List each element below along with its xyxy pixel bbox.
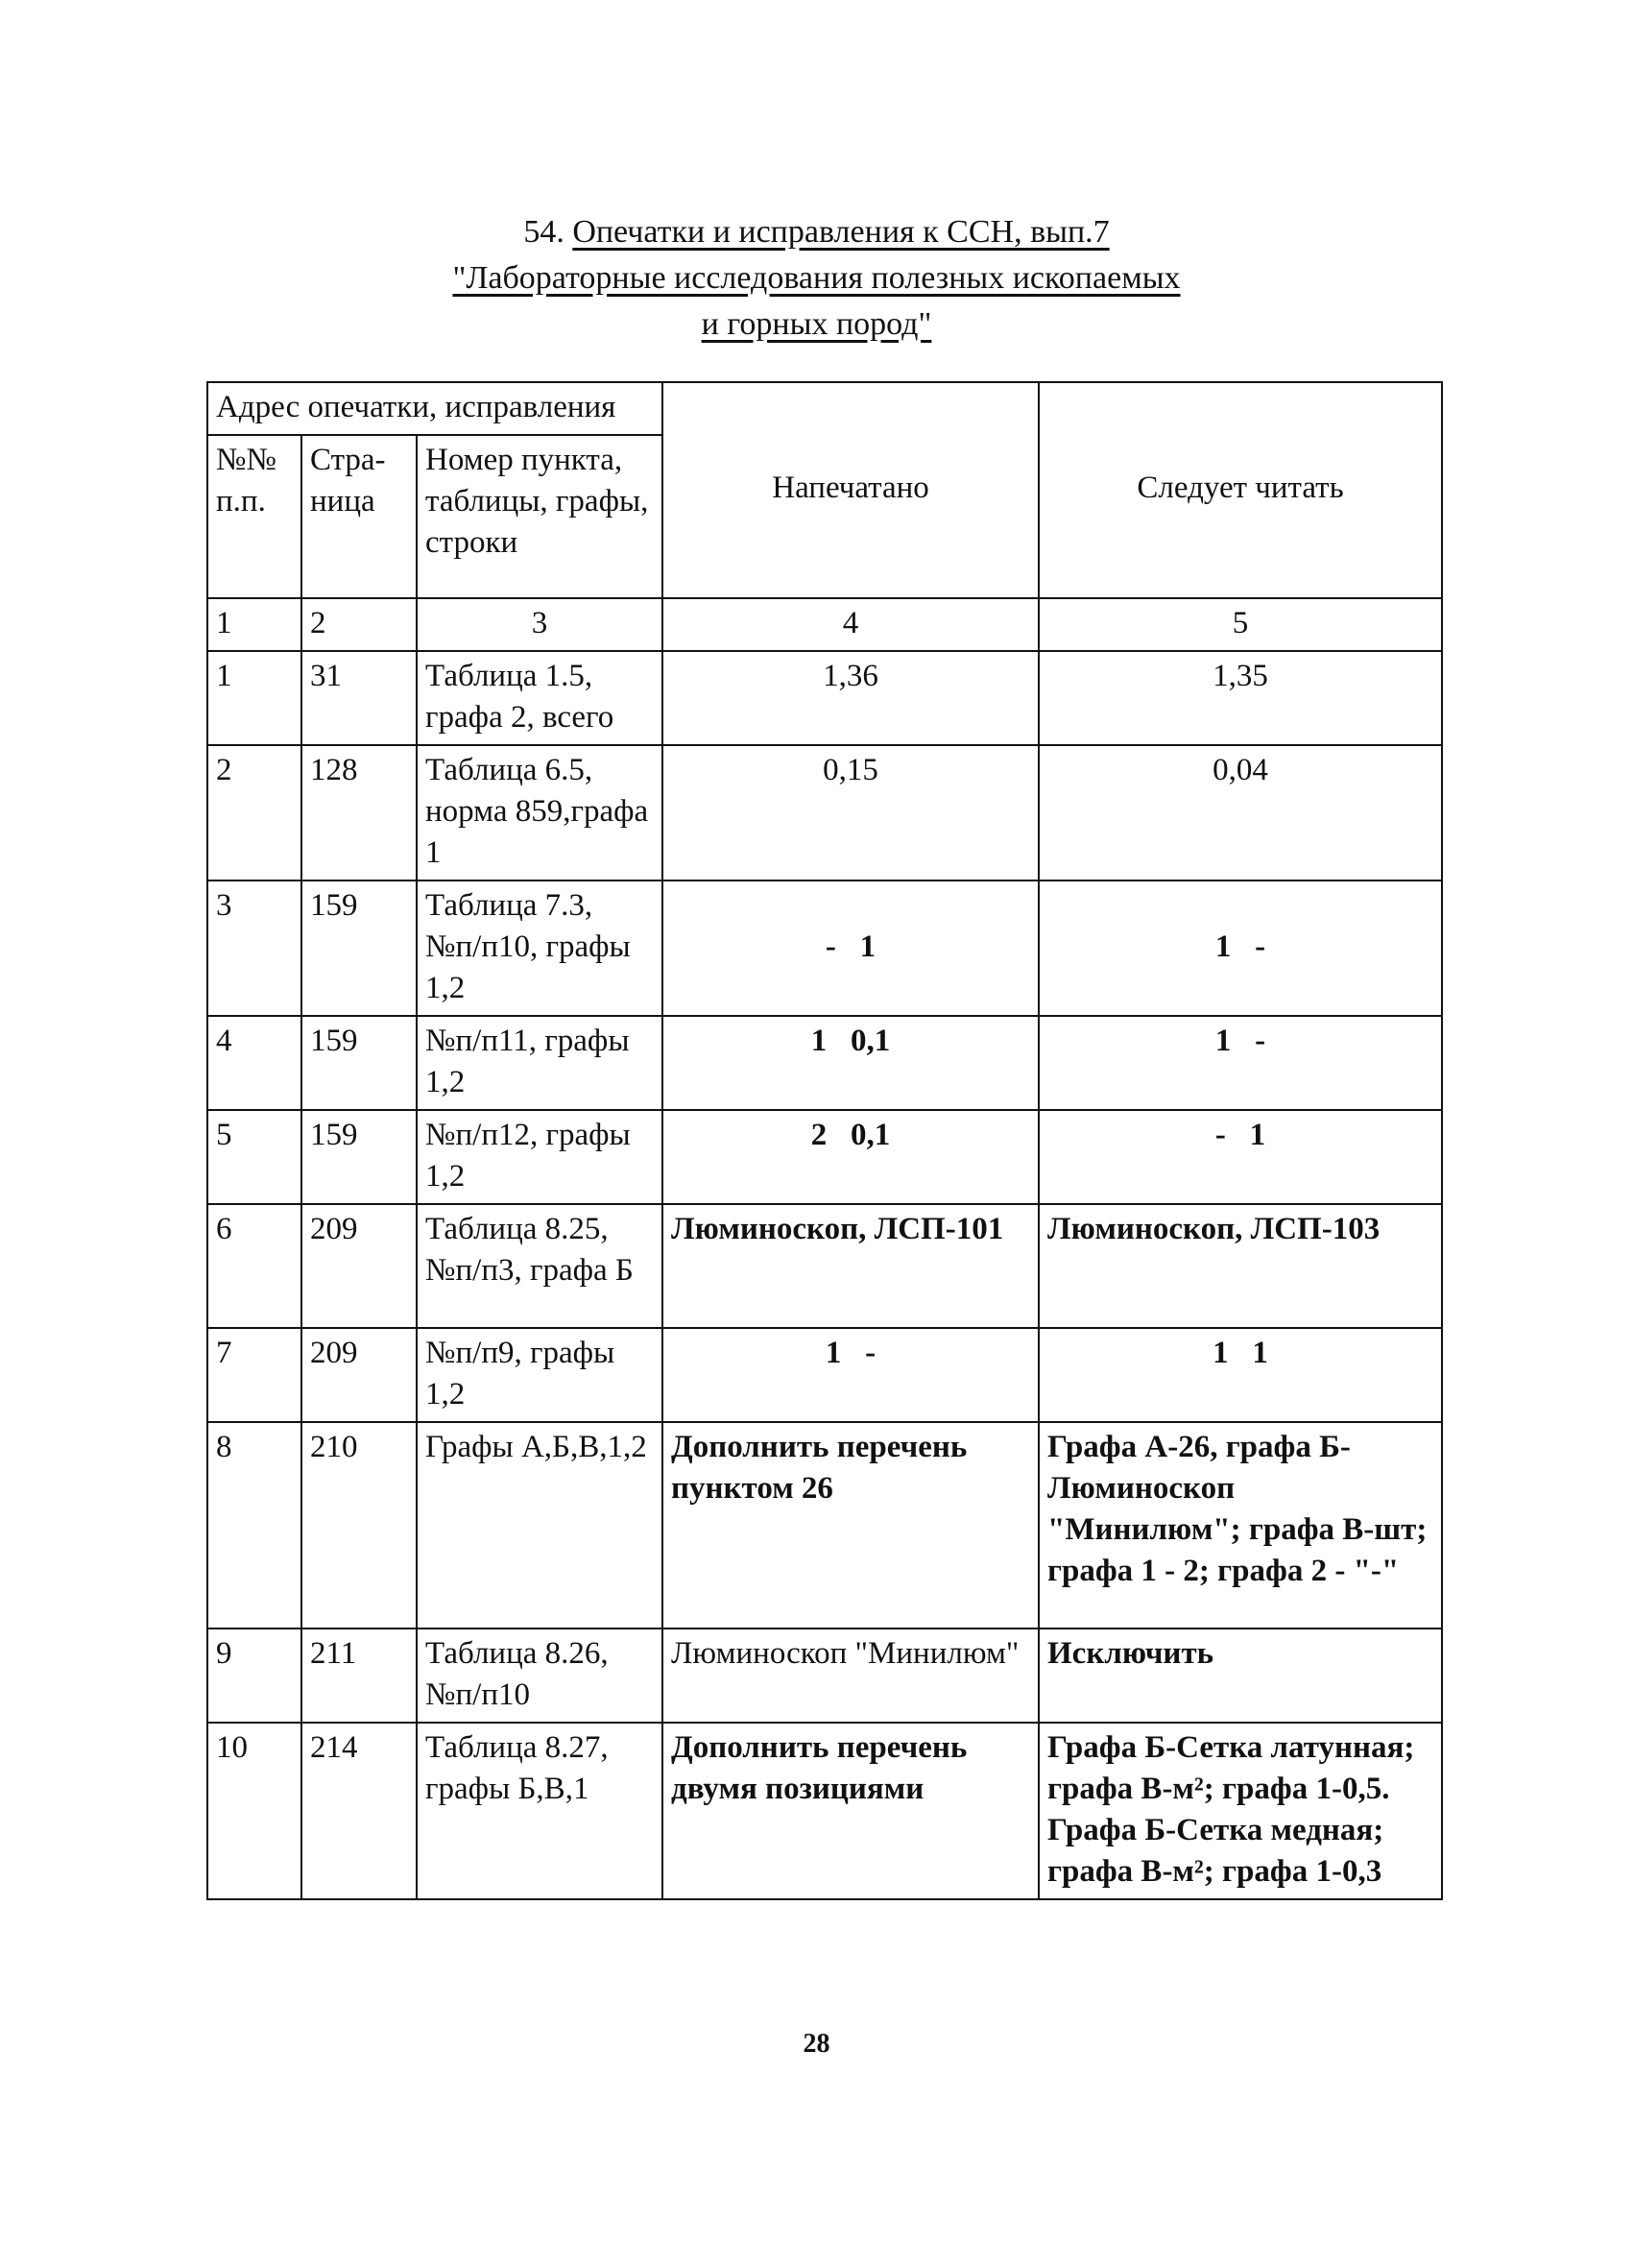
cell-should-read: 1 - (1039, 1016, 1442, 1110)
cell-printed: 2 0,1 (662, 1110, 1039, 1204)
title-line-2: "Лабораторные исследования полезных ископаемых (452, 260, 1181, 296)
cell-should-read: Исключить (1039, 1629, 1442, 1723)
cell-item: №п/п11, графы 1,2 (417, 1016, 662, 1110)
cell-item: Графы А,Б,В,1,2 (417, 1422, 662, 1629)
cell-should-read: 1 1 (1039, 1328, 1442, 1422)
cell-should-read: Графа А-26, графа Б-Люминоскоп "Минилюм"; графа В-шт; графа 1 - 2; графа 2 - "-" (1039, 1422, 1442, 1629)
cell-page: 159 (301, 1016, 417, 1110)
cell-item: Таблица 7.3, №п/п10, графы 1,2 (417, 881, 662, 1016)
corrections-table (206, 381, 1443, 1900)
cell-item: Таблица 6.5, норма 859,графа 1 (417, 745, 662, 881)
header-should-read: Следует читать (1039, 382, 1442, 598)
cell-page: 159 (301, 1110, 417, 1204)
cell-printed: Дополнить перечень двумя позициями (662, 1723, 1039, 1899)
cell-page: 209 (301, 1204, 417, 1328)
cell-num: 6 (207, 1204, 301, 1328)
table-row (207, 1723, 1442, 1899)
column-number-row (207, 598, 1442, 651)
cell-page: 209 (301, 1328, 417, 1422)
cell-item: Таблица 1.5, графа 2, всего (417, 651, 662, 745)
cell-should-read: 0,04 (1039, 745, 1442, 881)
title-line-3: и горных пород" (701, 306, 932, 342)
cell-page: 214 (301, 1723, 417, 1899)
cell-should-read: Люминоскоп, ЛСП-103 (1039, 1204, 1442, 1328)
cell-printed: - 1 (662, 881, 1039, 1016)
table-row (207, 1422, 1442, 1629)
cell-num: 7 (207, 1328, 301, 1422)
header-address: Адрес опечатки, исправления (207, 382, 662, 435)
cell-page: 128 (301, 745, 417, 881)
table-row (207, 881, 1442, 1016)
cell-printed: 1 0,1 (662, 1016, 1039, 1110)
cell-item: №п/п12, графы 1,2 (417, 1110, 662, 1204)
col-number: 1 (207, 598, 301, 651)
cell-printed: 1 - (662, 1328, 1039, 1422)
header-num: №№ п.п. (207, 435, 301, 598)
table-row (207, 651, 1442, 745)
cell-num: 2 (207, 745, 301, 881)
table-row (207, 1110, 1442, 1204)
cell-item: Таблица 8.27, графы Б,В,1 (417, 1723, 662, 1899)
cell-num: 1 (207, 651, 301, 745)
cell-printed: Люминоскоп, ЛСП-101 (662, 1204, 1039, 1328)
cell-should-read: 1,35 (1039, 651, 1442, 745)
header-item: Номер пункта, таблицы, графы, строки (417, 435, 662, 598)
page-number: 28 (803, 2029, 830, 2059)
cell-num: 9 (207, 1629, 301, 1723)
header-printed: Напечатано (662, 382, 1039, 598)
cell-page: 159 (301, 881, 417, 1016)
header-page: Стра-ница (301, 435, 417, 598)
cell-page: 211 (301, 1629, 417, 1723)
cell-should-read: Графа Б-Сетка латунная; графа В-м²; графа 1-0,5. Графа Б-Сетка медная; графа В-м²; графа 1-0,3 (1039, 1723, 1442, 1899)
col-number: 2 (301, 598, 417, 651)
cell-printed: 0,15 (662, 745, 1039, 881)
cell-num: 4 (207, 1016, 301, 1110)
table-row (207, 1629, 1442, 1723)
cell-num: 3 (207, 881, 301, 1016)
col-number: 3 (417, 598, 662, 651)
cell-page: 210 (301, 1422, 417, 1629)
col-number: 5 (1039, 598, 1442, 651)
table-row (207, 1328, 1442, 1422)
title-line-1: 54. Опечатки и исправления к ССН, вып.7 (523, 214, 1110, 250)
col-number: 4 (662, 598, 1039, 651)
table-row (207, 745, 1442, 881)
cell-should-read: - 1 (1039, 1110, 1442, 1204)
cell-num: 10 (207, 1723, 301, 1899)
cell-printed: Дополнить перечень пунктом 26 (662, 1422, 1039, 1629)
document-title (0, 209, 1633, 348)
cell-item: Таблица 8.26, №п/п10 (417, 1629, 662, 1723)
cell-num: 8 (207, 1422, 301, 1629)
cell-should-read: 1 - (1039, 881, 1442, 1016)
cell-item: Таблица 8.25, №п/п3, графа Б (417, 1204, 662, 1328)
header-row-1 (207, 382, 1442, 435)
cell-num: 5 (207, 1110, 301, 1204)
cell-printed: 1,36 (662, 651, 1039, 745)
cell-item: №п/п9, графы 1,2 (417, 1328, 662, 1422)
cell-printed: Люминоскоп "Минилюм" (662, 1629, 1039, 1723)
table-row (207, 1204, 1442, 1328)
cell-page: 31 (301, 651, 417, 745)
table-row (207, 1016, 1442, 1110)
